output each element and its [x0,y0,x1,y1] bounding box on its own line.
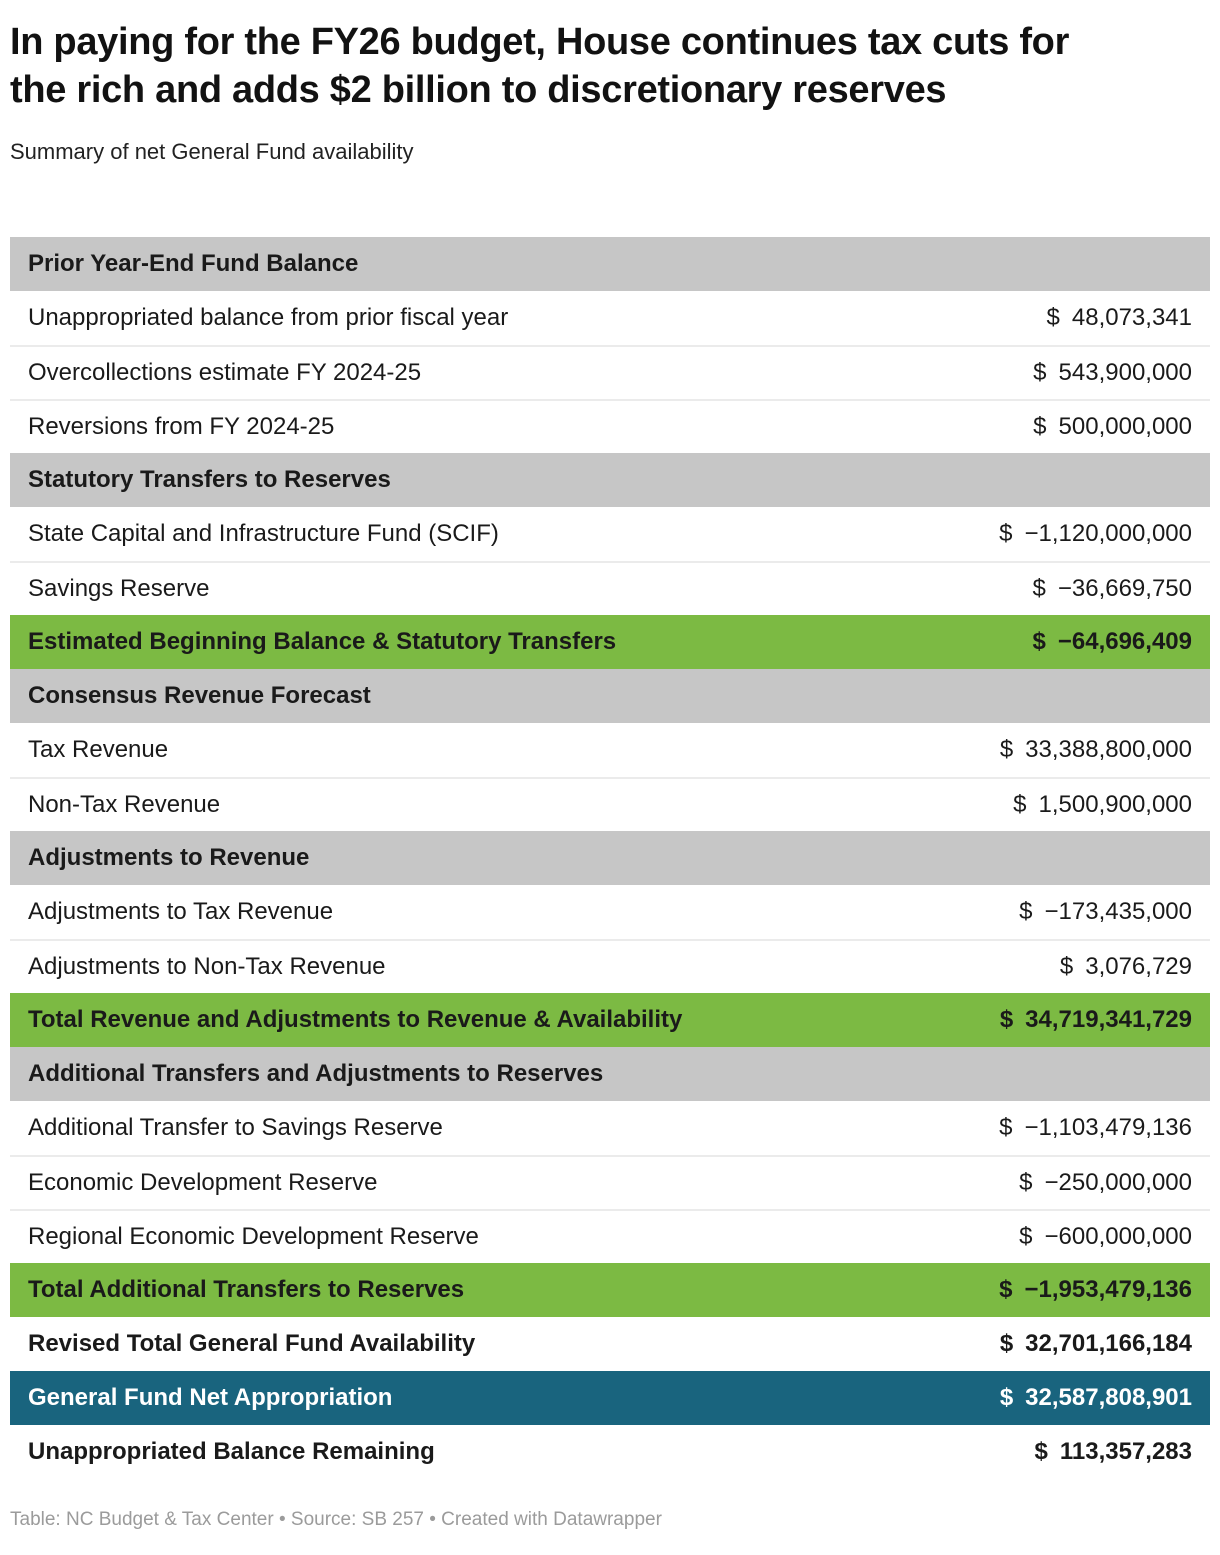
currency-symbol: $ [1046,303,1060,331]
currency-symbol: $ [999,1005,1014,1033]
table-row [10,885,1210,939]
row-label: Total Revenue and Adjustments to Revenue & Availability [28,1005,683,1033]
table-footer: Table: NC Budget & Tax Center • Source: SB 257 • Created with Datawrapper [10,1508,662,1530]
table-row [10,1209,1210,1263]
row-label: Additional Transfer to Savings Reserve [28,1113,443,1141]
table-row [10,291,1210,345]
row-label: Adjustments to Non-Tax Revenue [28,952,386,980]
table-row [10,507,1210,561]
section-header-row [10,669,1210,723]
row-amount [1000,1330,1192,1358]
currency-symbol: $ [1034,1437,1048,1465]
amount-value: −1,953,479,136 [1024,1275,1192,1303]
row-amount [1060,953,1192,981]
row-label: Savings Reserve [28,574,210,602]
section-header-row [10,453,1210,507]
row-label: Overcollections estimate FY 2024-25 [28,358,422,386]
row-amount [1019,1223,1192,1251]
row-label: Reversions from FY 2024-25 [28,412,335,440]
table-row [10,1425,1210,1479]
table-row [10,345,1210,399]
row-label: State Capital and Infrastructure Fund (SCIF) [28,519,499,547]
amount-value: −1,103,479,136 [1024,1113,1192,1141]
row-label: Prior Year-End Fund Balance [28,249,359,277]
row-label: Additional Transfers and Adjustments to Reserves [28,1059,604,1087]
row-amount [1047,304,1192,332]
row-label: Tax Revenue [28,735,169,763]
section-header-row [10,1047,1210,1101]
row-label: General Fund Net Appropriation [28,1383,393,1411]
row-label: Total Additional Transfers to Reserves [28,1275,465,1303]
row-amount [999,1114,1192,1142]
section-header-row [10,237,1210,291]
row-amount [999,1276,1192,1304]
amount-value: 500,000,000 [1058,412,1192,440]
row-label: Regional Economic Development Reserve [28,1222,479,1250]
currency-symbol: $ [1032,574,1046,602]
row-label: Revised Total General Fund Availability [28,1329,476,1357]
currency-symbol: $ [1033,358,1047,386]
currency-symbol: $ [1019,1222,1033,1250]
amount-value: 32,587,808,901 [1025,1383,1192,1411]
currency-symbol: $ [1019,897,1033,925]
amount-value: 3,076,729 [1085,952,1192,980]
row-amount [1033,628,1193,656]
amount-value: 543,900,000 [1058,358,1192,386]
currency-symbol: $ [999,1113,1013,1141]
row-label: Statutory Transfers to Reserves [28,465,391,493]
table-row [10,993,1210,1047]
currency-symbol: $ [999,1329,1014,1357]
currency-symbol: $ [999,1275,1013,1303]
amount-value: 32,701,166,184 [1025,1329,1192,1357]
row-label: Estimated Beginning Balance & Statutory Transfers [28,627,617,655]
row-amount [1000,736,1192,764]
table-row [10,399,1210,453]
table-row [10,1317,1210,1371]
row-amount [1000,1384,1192,1412]
row-label: Consensus Revenue Forecast [28,681,371,709]
row-amount [1013,791,1192,819]
row-amount [1019,1169,1192,1197]
budget-table [10,237,1210,1479]
currency-symbol: $ [1059,952,1074,980]
row-amount [1000,1006,1192,1034]
row-label: Unappropriated Balance Remaining [28,1437,435,1465]
amount-value: −64,696,409 [1057,627,1192,655]
amount-value: 34,719,341,729 [1025,1005,1192,1033]
row-amount [1033,575,1193,603]
page-title [10,18,1210,115]
currency-symbol: $ [1013,790,1027,818]
amount-value: −1,120,000,000 [1024,519,1192,547]
currency-symbol: $ [1019,1168,1033,1196]
currency-symbol: $ [999,1383,1014,1411]
row-label: Adjustments to Tax Revenue [28,897,334,925]
amount-value: −173,435,000 [1044,897,1192,925]
row-amount [999,520,1192,548]
section-header-row [10,831,1210,885]
table-row [10,939,1210,993]
row-label: Economic Development Reserve [28,1168,378,1196]
currency-symbol: $ [1033,412,1047,440]
amount-value: 1,500,900,000 [1038,790,1192,818]
table-row [10,777,1210,831]
page-title-line-2: the rich and adds $2 billion to discretionary reserves [10,69,947,112]
currency-symbol: $ [999,735,1014,763]
row-label: Non-Tax Revenue [28,790,221,818]
page-title-line-1: In paying for the FY26 budget, House continues tax cuts for [10,21,1070,63]
amount-value: −36,669,750 [1057,574,1192,602]
table-row [10,615,1210,669]
table-row [10,1101,1210,1155]
row-label: Unappropriated balance from prior fiscal year [28,303,509,331]
table-row [10,561,1210,615]
row-amount [1033,413,1192,441]
currency-symbol: $ [1032,627,1046,655]
row-amount [1035,1438,1193,1466]
amount-value: −250,000,000 [1044,1168,1192,1196]
row-amount [1033,359,1192,387]
table-row [10,1263,1210,1317]
amount-value: 33,388,800,000 [1025,735,1192,763]
table-row [10,1155,1210,1209]
row-amount [1019,898,1192,926]
page-subtitle: Summary of net General Fund availability [10,138,414,164]
currency-symbol: $ [999,519,1013,547]
table-row [10,723,1210,777]
amount-value: 48,073,341 [1071,303,1192,331]
row-label: Adjustments to Revenue [28,843,310,871]
amount-value: −600,000,000 [1044,1222,1192,1250]
amount-value: 113,357,283 [1059,1437,1192,1465]
table-row [10,1371,1210,1425]
